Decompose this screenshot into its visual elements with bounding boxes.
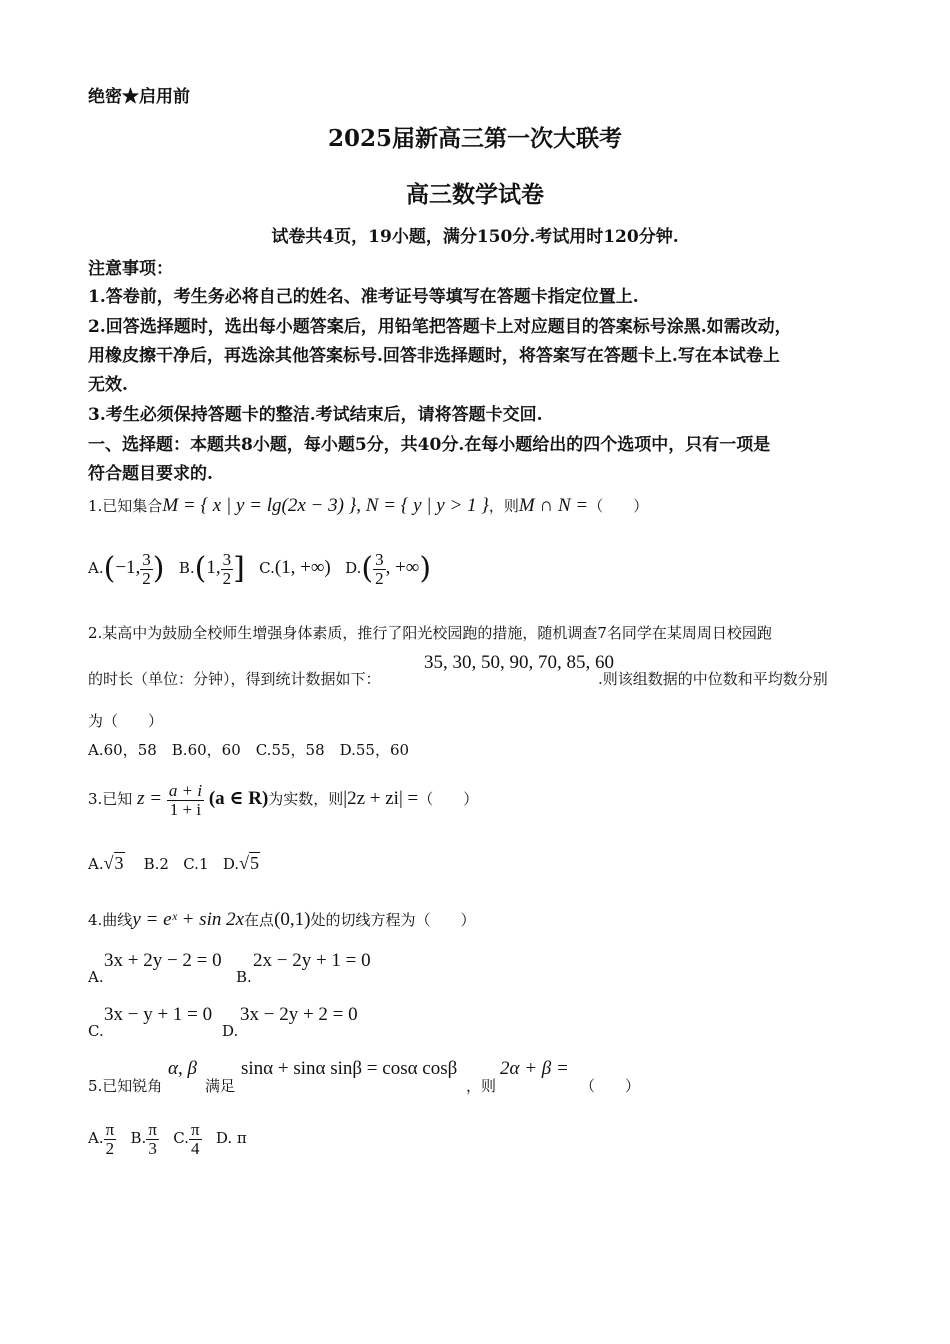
q5-option-c-label: C. [173, 1129, 189, 1147]
q4-option-c: 3x − y + 1 = 0 [104, 1004, 213, 1025]
q1-option-a-left: −1, [115, 557, 141, 578]
note-3: 3.考生必须保持答题卡的整洁.考试结束后，请将答题卡交回. [88, 405, 543, 425]
q4-option-a: 3x + 2y − 2 = 0 [104, 950, 222, 971]
q4-option-c-label: C. [88, 1022, 104, 1040]
q1-b-num: 3 [222, 549, 232, 569]
q5-vars: α, β [168, 1058, 197, 1079]
q3-expr: |2z + zi| = [343, 788, 419, 809]
note-2-line-2: 用橡皮擦干净后，再选涂其他答案标号.回答非选择题时，将答案写在答题卡上.写在本试卷上 [88, 346, 780, 366]
q1-option-d-right: , +∞ [385, 557, 420, 578]
q3-condition: (a ∈ R) [208, 788, 269, 809]
q3-z: z = [137, 788, 163, 809]
q4-prefix: 4.曲线 [88, 911, 133, 929]
q1-option-b-label: B. [178, 559, 195, 577]
q4-option-b: 2x − 2y + 1 = 0 [253, 950, 371, 971]
q5-a-den: 2 [105, 1138, 115, 1158]
q4-post: 处的切线方程为（ ） [310, 911, 476, 929]
q1-option-b-left: 1, [206, 557, 221, 578]
q5-option-b-label: B. [130, 1129, 147, 1147]
q5-prefix: 5.已知锐角 [88, 1077, 163, 1095]
q4-curve: y = eˣ + sin 2x [132, 909, 245, 930]
question-2-data: 35, 30, 50, 90, 70, 85, 60 [424, 652, 614, 673]
note-1: 1.答卷前，考生务必将自己的姓名、准考证号等填写在答题卡指定位置上. [88, 287, 639, 307]
q1-set-m: M = { x | y = lg(2x − 3) } [162, 495, 357, 516]
question-5-options [88, 1112, 247, 1164]
q5-blank: （ ） [580, 1077, 641, 1095]
question-2-line-2-pre: 的时长（单位：分钟），得到统计数据如下： [88, 670, 381, 688]
q3-option-d-label: D. [222, 855, 240, 873]
q5-condition: sinα + sinα sinβ = cosα cosβ [241, 1058, 458, 1079]
exam-title: 2025届新高三第一次大联考 [327, 125, 622, 152]
q1-d-den: 2 [375, 568, 384, 588]
q1-b-den: 2 [222, 568, 232, 588]
section-1-line-1: 一、选择题：本题共8小题，每小题5分，共40分.在每小题给出的四个选项中，只有一项是 [88, 435, 771, 455]
q3-option-a-radicand: 3 [114, 853, 124, 873]
question-2-options: A.60，58 B.60，60 C.55，58 D.55，60 [88, 741, 410, 759]
section-1-line-2: 符合题目要求的. [88, 464, 213, 484]
question-3-options: A.√3 B.2 C.1 D.√5 [88, 853, 259, 873]
q1-a-num: 3 [142, 549, 151, 569]
q3-num: a + i [168, 780, 203, 800]
q5-b-num: π [148, 1119, 157, 1139]
question-1-stem [88, 488, 648, 524]
q3-den: 1 + i [169, 799, 202, 819]
question-1-options: A.(−1, $\frac{3}{2}$ ) B.(1, $\frac{3}{2}$ ] C.(1, +∞) D.( $\frac{3}{2}$ , +∞) [88, 549, 432, 588]
paper-subtitle: 高三数学试卷 [406, 181, 544, 208]
question-4-stem [88, 902, 475, 938]
q1-option-c-value: (1, +∞) [274, 557, 331, 578]
q5-option-d: D. π [215, 1129, 247, 1147]
q3-option-b: B.2 [143, 855, 169, 873]
q3-option-c: C.1 [183, 855, 209, 873]
q5-c-num: π [190, 1119, 200, 1139]
note-2-line-1: 2.回答选择题时，选出每小题答案后，用铅笔把答题卡上对应题目的答案标号涂黑.如需改动， [88, 317, 792, 337]
q3-option-a-label: A. [88, 855, 104, 873]
q5-mid: 满足 [205, 1077, 236, 1095]
q4-option-b-label: B. [236, 968, 252, 986]
q5-a-num: π [105, 1119, 115, 1139]
q5-post: ，则 [466, 1077, 497, 1095]
q5-c-den: 4 [190, 1138, 200, 1158]
notes-heading: 注意事项： [88, 259, 173, 279]
q4-point: (0,1) [274, 909, 311, 930]
q3-option-d-radicand: 5 [249, 853, 259, 873]
q3-prefix: 3.已知 [88, 790, 133, 808]
q5-expr: 2α + β = [500, 1058, 569, 1079]
question-2-line-1: 2.某高中为鼓励全校师生增强身体素质，推行了阳光校园跑的措施，随机调查7名同学在某周周日校园跑 [88, 624, 772, 642]
q1-option-a-label: A. [88, 559, 104, 577]
q4-option-d-label: D. [222, 1022, 239, 1040]
q1-expr: M ∩ N = [518, 495, 589, 516]
q1-d-num: 3 [375, 549, 384, 569]
paper-info: 试卷共4页，19小题，满分150分.考试用时120分钟. [271, 227, 679, 247]
q1-a-den: 2 [142, 568, 151, 588]
q4-option-a-label: A. [88, 968, 104, 986]
q1-set-n: , N = { y | y > 1 } [356, 495, 489, 516]
question-3-stem [88, 764, 478, 834]
q4-option-d: 3x − 2y + 2 = 0 [240, 1004, 358, 1025]
q4-mid: 在点 [244, 911, 275, 929]
note-2-line-3: 无效. [88, 375, 128, 395]
question-2-line-2-post: .则该组数据的中位数和平均数分别 [598, 670, 828, 688]
q1-option-d-label: D. [345, 559, 362, 577]
secret-mark: 绝密★启用前 [88, 87, 190, 107]
question-2-line-3: 为（ ） [88, 712, 164, 730]
q1-option-c-label: C. [259, 559, 275, 577]
q3-blank: （ ） [418, 790, 479, 808]
q5-b-den: 3 [148, 1138, 157, 1158]
q5-option-a-label: A. [88, 1129, 104, 1147]
q3-mid: 为实数，则 [268, 790, 344, 808]
q1-mid: ，则 [488, 497, 519, 515]
q1-blank: （ ） [588, 497, 649, 515]
q1-prefix: 1.已知集合 [88, 497, 163, 515]
